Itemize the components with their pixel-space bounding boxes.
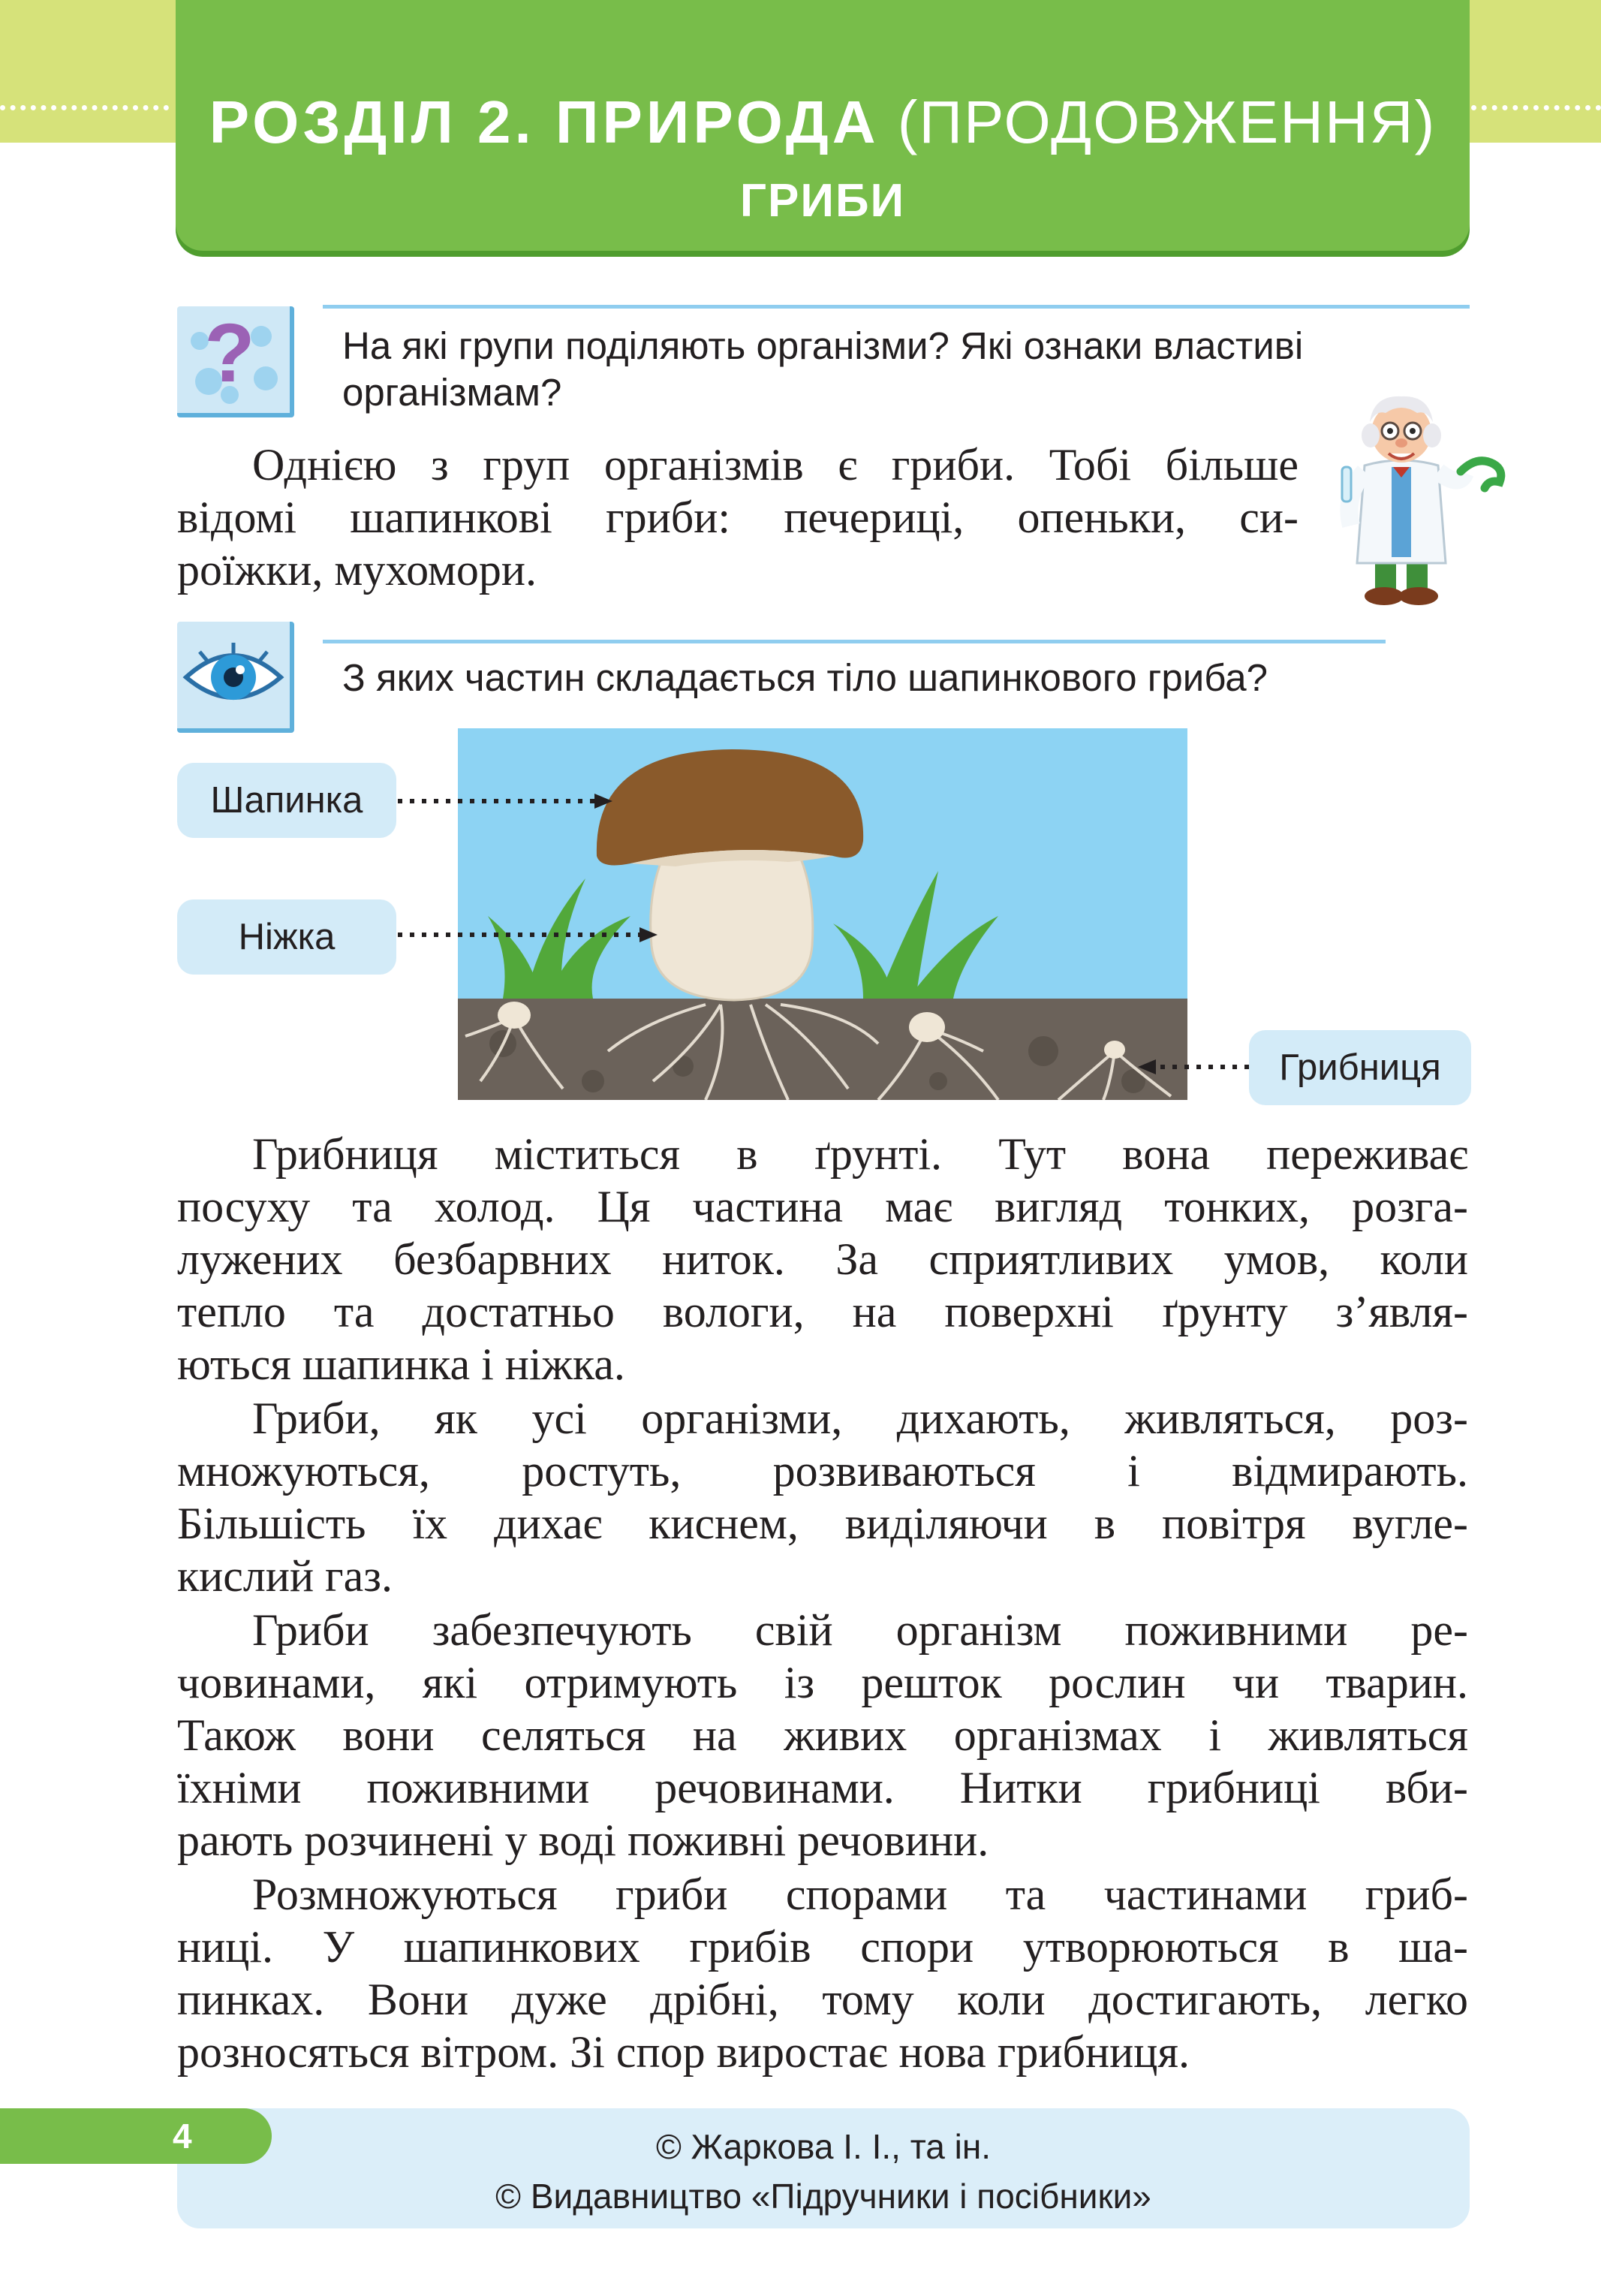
paragraph-1 — [177, 1128, 1468, 1391]
intro-line-2: відомі шапинкові гриби: печериці, опеньки, си- — [177, 493, 1299, 542]
paragraph-1-line-5: ються шапинка і ніжка. — [177, 1339, 625, 1389]
paragraph-3-line-5: рають розчинені у воді поживні речовини. — [177, 1815, 989, 1865]
body-text — [177, 1128, 1468, 2078]
cap-pointer-arrow — [398, 790, 615, 812]
mushroom-diagram-illustration — [458, 728, 1187, 1100]
paragraph-1-line-4: тепло та достатньо вологи, на поверхні ґрунту з’явля- — [177, 1287, 1468, 1336]
intro-line-1: Однією з груп організмів є гриби. Тобі більше — [252, 440, 1299, 490]
observe-icon-box — [177, 622, 294, 733]
stem-pointer-arrow — [398, 924, 661, 946]
paragraph-3-line-4: їхніми поживними речовинами. Нитки грибниці вби- — [177, 1763, 1468, 1812]
paragraph-4-line-1: Розмножуються гриби спорами та частинами гриб- — [252, 1870, 1468, 1919]
paragraph-3-line-1: Гриби забезпечують свій організм поживними ре- — [252, 1605, 1468, 1655]
mycelium-pointer-arrow — [1133, 1056, 1250, 1078]
paragraph-2-line-3: Більшість їх дихає киснем, виділяючи в повітря вугле- — [177, 1499, 1468, 1548]
intro-line-3: роїжки, мухомори. — [177, 545, 537, 595]
question-mark-icon — [177, 306, 290, 413]
dotted-decor-left — [0, 105, 169, 110]
professor-mascot-illustration — [1329, 383, 1512, 608]
observe-question-text: З яких частин складається тіло шапинкового гриба? — [342, 656, 1268, 699]
intro-paragraph — [177, 438, 1299, 596]
label-mycelium: Грибниця — [1249, 1030, 1471, 1105]
topic-title: ГРИБИ — [739, 175, 906, 227]
paragraph-4-line-4: розносяться вітром. Зі спор виростає нова грибниця. — [177, 2027, 1190, 2077]
chapter-header — [176, 0, 1470, 251]
copyright-publisher: © Видавництво «Підручники і посібники» — [495, 2177, 1151, 2216]
question-text-line-2: організмам? — [342, 371, 562, 414]
question-text — [342, 323, 1303, 416]
paragraph-4-line-2: ниці. У шапинкових грибів спори утворюються в ша- — [177, 1922, 1468, 1972]
paragraph-2 — [177, 1392, 1468, 1602]
svg-text:?: ? — [204, 307, 255, 399]
page-number: 4 — [173, 2117, 192, 2156]
paragraph-1-line-3: лужених безбарвних ниток. За сприятливих умов, коли — [177, 1234, 1468, 1284]
paragraph-3-line-2: човинами, які отримують із решток рослин чи тварин. — [177, 1658, 1468, 1707]
observe-rule — [323, 640, 1386, 643]
paragraph-4 — [177, 1868, 1468, 2078]
paragraph-3 — [177, 1604, 1468, 1867]
question-rule — [323, 305, 1470, 309]
chapter-title-continuation: (ПРОДОВЖЕННЯ) — [897, 89, 1437, 155]
label-stem: Ніжка — [177, 899, 396, 975]
paragraph-2-line-1: Гриби, як усі організми, дихають, живляться, роз- — [252, 1394, 1468, 1443]
paragraph-2-line-2: множуються, ростуть, розвиваються і відмирають. — [177, 1446, 1468, 1496]
label-cap: Шапинка — [177, 763, 396, 838]
paragraph-3-line-3: Також вони селяться на живих організмах і живляться — [177, 1710, 1468, 1760]
chapter-title-main: РОЗДІЛ 2. ПРИРОДА — [209, 89, 880, 155]
eye-icon — [177, 622, 290, 728]
copyright-authors: © Жаркова І. І., та ін. — [655, 2127, 992, 2166]
paragraph-2-line-4: кислий газ. — [177, 1551, 393, 1601]
dotted-decor-right — [1471, 105, 1601, 110]
paragraph-4-line-3: пинках. Вони дуже дрібні, тому коли достигають, легко — [177, 1975, 1468, 2024]
paragraph-1-line-1: Грибниця міститься в ґрунті. Тут вона переживає — [252, 1129, 1468, 1179]
chapter-title — [176, 89, 1470, 156]
question-icon-box — [177, 306, 294, 417]
paragraph-1-line-2: посуху та холод. Ця частина має вигляд тонких, розга- — [177, 1182, 1468, 1231]
question-text-line-1: На які групи поділяють організми? Які ознаки властиві — [342, 324, 1304, 367]
